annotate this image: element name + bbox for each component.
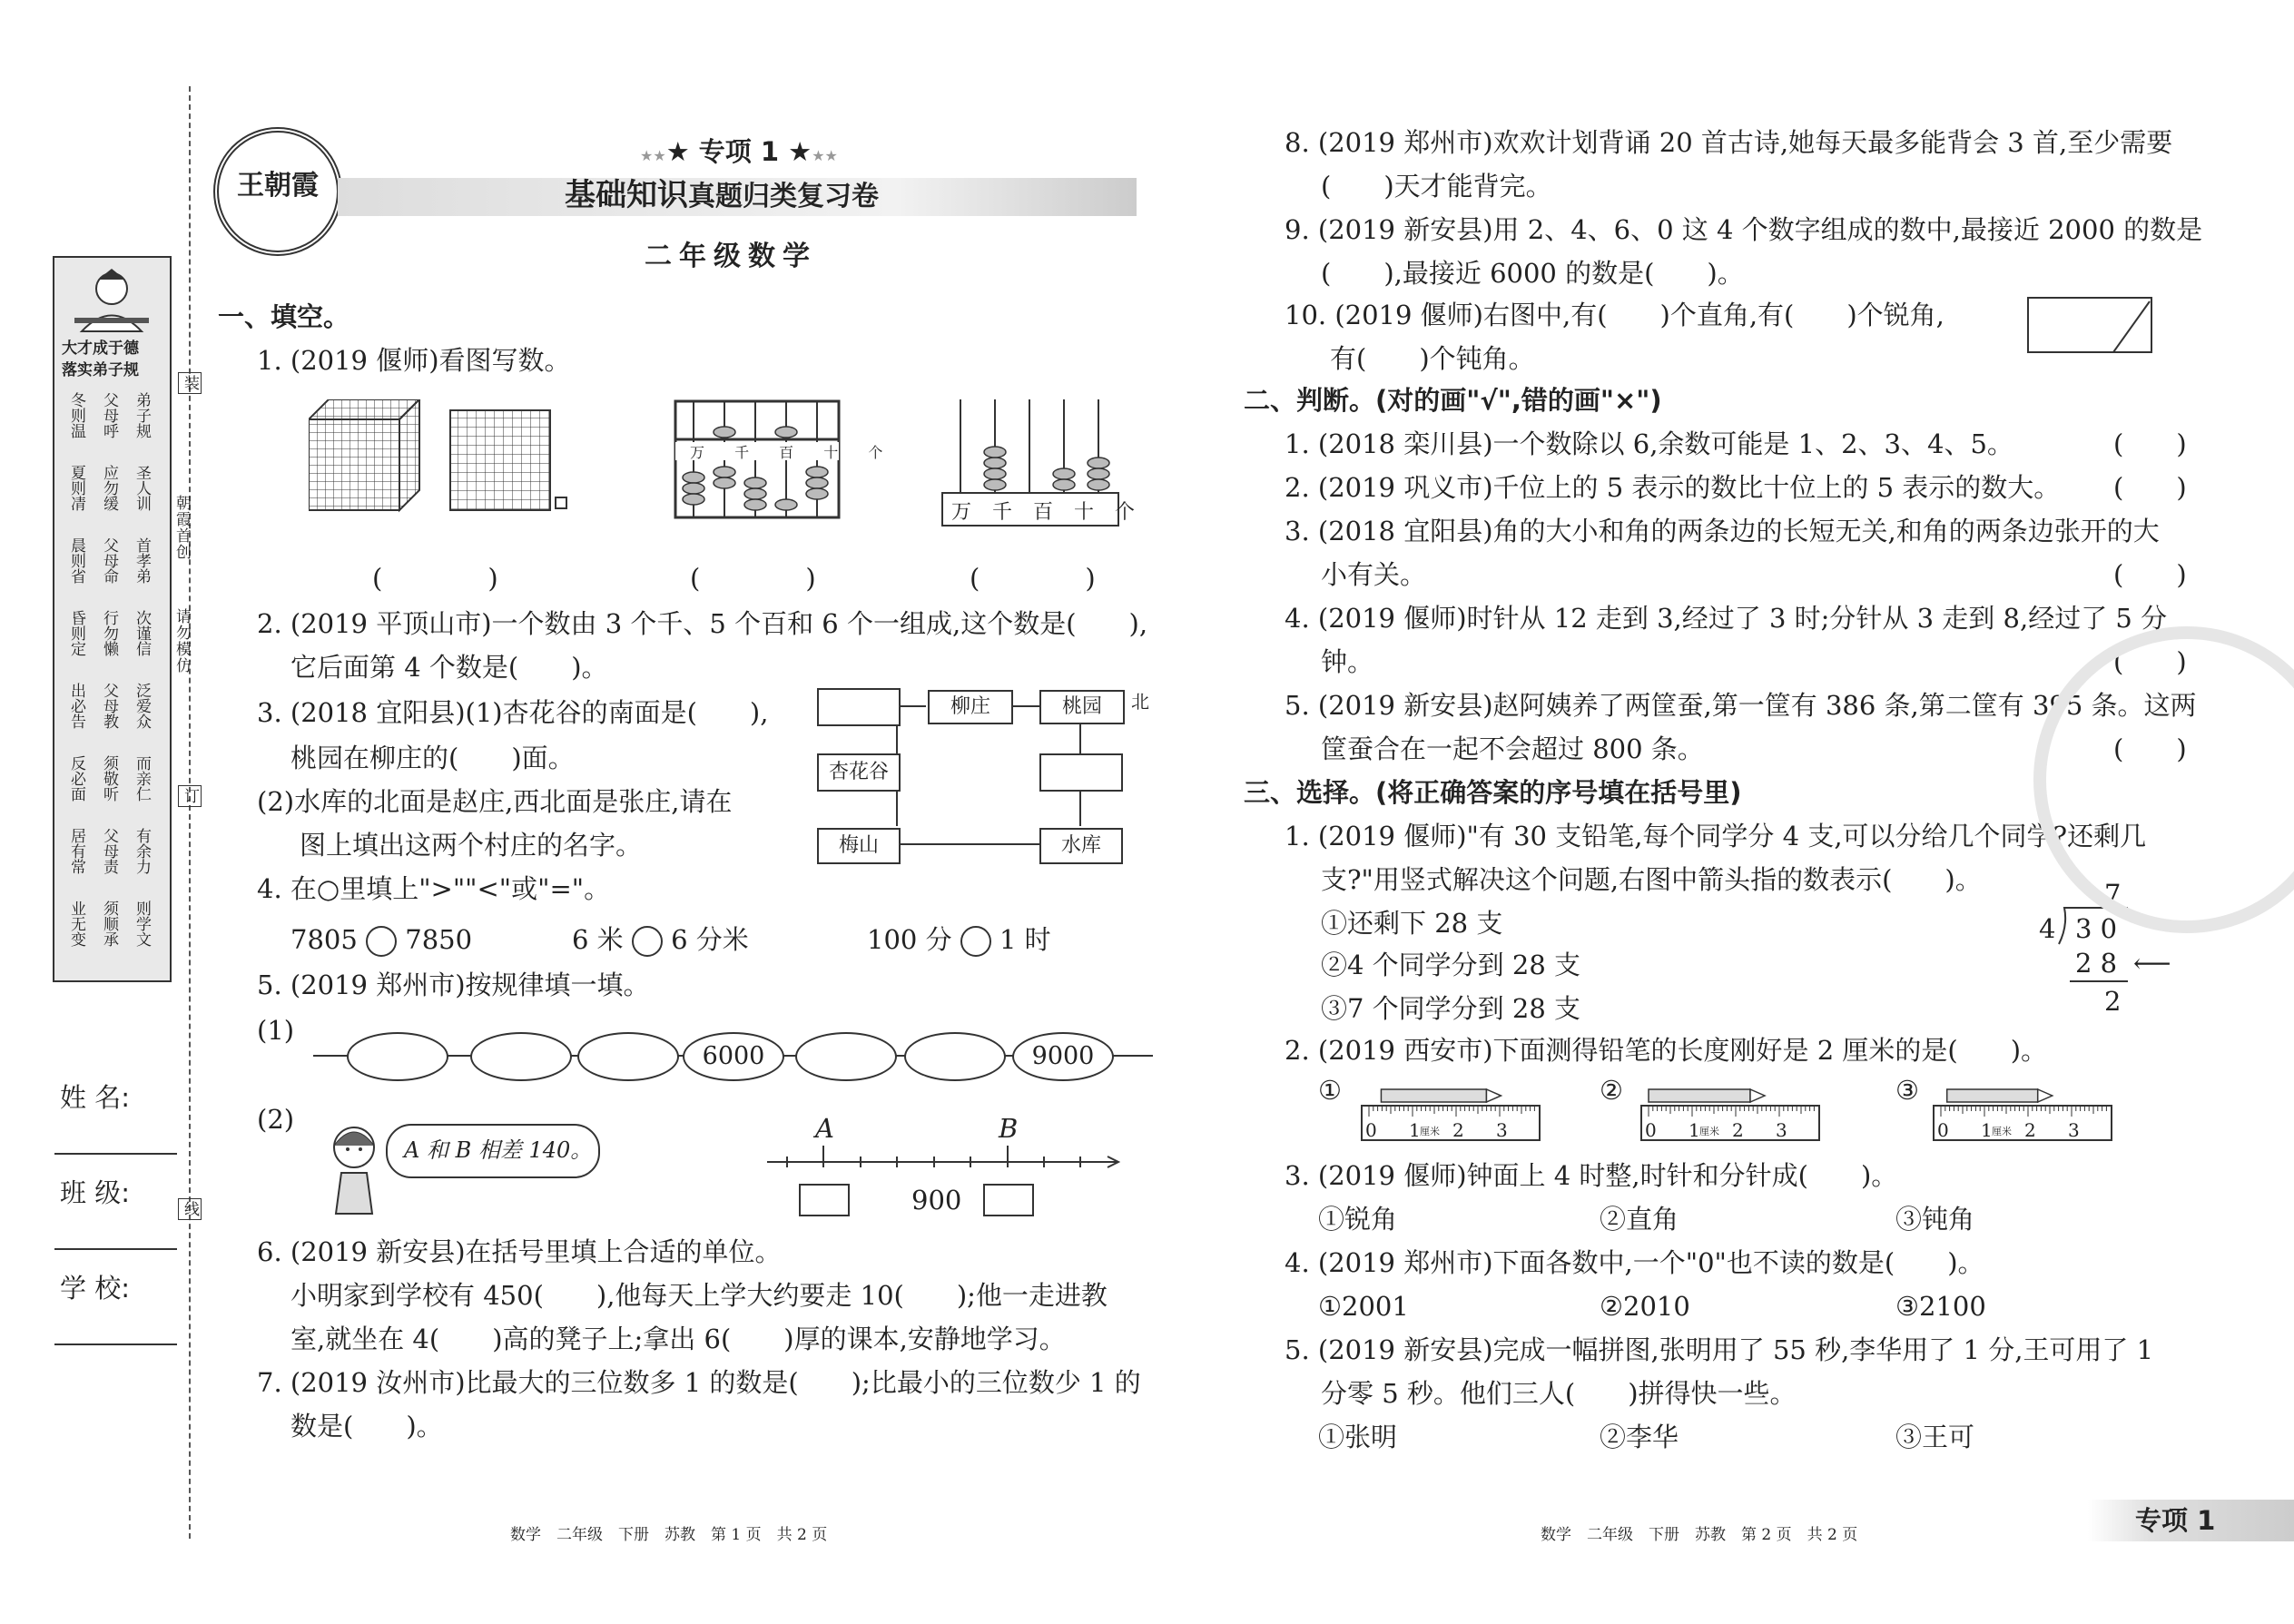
ruler-number: 1 bbox=[1689, 1119, 1700, 1141]
rule-text: 则学文 bbox=[133, 901, 151, 947]
compare-circle-3[interactable] bbox=[960, 926, 991, 957]
ruler-1 bbox=[1360, 1080, 1547, 1144]
judge-paren-5[interactable]: ( ) bbox=[2113, 733, 2187, 764]
q4-item-3 bbox=[867, 924, 1051, 957]
q3-line-4: 图上填出这两个村庄的名字。 bbox=[300, 830, 643, 861]
q5-oval-3[interactable] bbox=[577, 1032, 679, 1081]
q8-line-2: ( )天才能背完。 bbox=[1321, 171, 1552, 202]
rule-text: 泛爱众 bbox=[133, 683, 151, 729]
footer-right: 数学 二年级 下册 苏教 第 2 页 共 2 页 bbox=[1541, 1526, 1858, 1544]
brand-logo bbox=[213, 127, 342, 256]
pencil-body bbox=[1947, 1089, 2038, 1102]
c2-opt-1[interactable]: ① bbox=[1318, 1075, 1342, 1106]
div-product: 2 8 bbox=[2075, 948, 2118, 979]
q4-item-2 bbox=[572, 924, 749, 957]
q1-blank-1[interactable]: ( ) bbox=[372, 563, 498, 594]
judge-paren-4[interactable]: ( ) bbox=[2113, 646, 2187, 677]
series-label: ★★★ 专项 1 ★★★ bbox=[640, 136, 838, 167]
ruler-unit: 厘米 bbox=[1420, 1126, 1440, 1137]
note-2: 请勿模仿 bbox=[172, 608, 191, 674]
q5-oval-5[interactable] bbox=[795, 1032, 897, 1081]
title-rest: 真题归类复习卷 bbox=[688, 181, 879, 212]
c2-text: 2. (2019 西安市)下面测得铅笔的长度刚好是 2 厘米的是( )。 bbox=[1285, 1035, 2048, 1066]
rule-text: 晨则省 bbox=[67, 537, 85, 584]
compare-circle-2[interactable] bbox=[632, 926, 663, 957]
map-north: 北 bbox=[1131, 691, 1149, 713]
cut-mark-2: 订 bbox=[178, 785, 202, 807]
rule-text: 圣人训 bbox=[133, 465, 151, 511]
c5-opt-3[interactable]: ③王可 bbox=[1895, 1422, 1975, 1452]
judge-paren-2[interactable]: ( ) bbox=[2113, 472, 2187, 503]
ruler-number: 2 bbox=[1732, 1119, 1744, 1141]
number-line-box-a[interactable] bbox=[799, 1184, 850, 1216]
paper-subtitle: 二年级数学 bbox=[645, 241, 817, 272]
q4-text: 4. 在○里填上">""<"或"="。 bbox=[257, 873, 611, 904]
abacus1-labels: 万 千 百 十 个 bbox=[690, 444, 896, 461]
q5-part1: (1) bbox=[257, 1015, 295, 1046]
girl-icon bbox=[318, 1118, 390, 1218]
c4-opt-1[interactable]: ①2001 bbox=[1318, 1291, 1409, 1322]
speech-bubble bbox=[386, 1124, 600, 1178]
q5-oval-4: 6000 bbox=[683, 1032, 784, 1081]
c3-opt-3[interactable]: ③钝角 bbox=[1895, 1204, 1975, 1235]
pencil-tip bbox=[1750, 1089, 1765, 1102]
q7-line-1: 7. (2019 汝州市)比最大的三位数多 1 的数是( );比最小的三位数少 1 的 bbox=[257, 1367, 1141, 1398]
q3-line-2: 桃园在柳庄的( )面。 bbox=[290, 743, 575, 773]
rule-text: 而亲仁 bbox=[133, 755, 151, 802]
c4-opt-2[interactable]: ②2010 bbox=[1600, 1291, 1690, 1322]
judge-4b: 钟。 bbox=[1321, 646, 1374, 677]
c1-line-1: 1. (2019 偃师)"有 30 支铅笔,每个同学分 4 支,可以分给几个同学?还剩几 bbox=[1285, 821, 2147, 851]
ruler-number: 2 bbox=[2024, 1119, 2036, 1141]
q1-blank-2[interactable]: ( ) bbox=[690, 563, 816, 594]
div-dividend: 3 0 bbox=[2075, 913, 2118, 944]
rule-text: 夏则凊 bbox=[67, 465, 85, 511]
q10-figure bbox=[2026, 296, 2155, 356]
school-field[interactable] bbox=[54, 1343, 177, 1345]
c1-opt-3[interactable]: ③7 个同学分到 28 支 bbox=[1321, 993, 1581, 1024]
q5-oval-1[interactable] bbox=[347, 1032, 448, 1081]
c3-opt-2[interactable]: ②直角 bbox=[1600, 1204, 1679, 1235]
rule-text: 居有常 bbox=[67, 828, 85, 874]
number-line-box-b[interactable] bbox=[983, 1184, 1034, 1216]
abacus2-labels: 万 千 百 十 个 bbox=[951, 501, 1142, 524]
c5-opt-1[interactable]: ①张明 bbox=[1318, 1422, 1398, 1452]
class-label: 班 级: bbox=[60, 1177, 130, 1208]
ruler-number: 1 bbox=[1409, 1119, 1421, 1141]
brand-text: 王朝霞 bbox=[237, 170, 319, 202]
motto-line-1: 大才成于德 bbox=[62, 340, 139, 358]
map-box-zhangzhuang[interactable] bbox=[817, 688, 901, 726]
name-field[interactable] bbox=[54, 1153, 177, 1155]
rule-text: 昏则定 bbox=[67, 610, 85, 656]
ruler-3 bbox=[1932, 1080, 2119, 1144]
judge-5b: 筐蚕合在一起不会超过 800 条。 bbox=[1321, 733, 1704, 764]
thousand-cube bbox=[309, 399, 422, 513]
q7-line-2: 数是( )。 bbox=[290, 1411, 443, 1442]
q4-item-1 bbox=[290, 924, 472, 957]
title-bold: 基础知识 bbox=[565, 177, 688, 213]
name-label: 姓 名: bbox=[60, 1082, 130, 1113]
rule-text: 父母教 bbox=[100, 683, 118, 729]
number-line-900: 900 bbox=[911, 1185, 962, 1216]
q5-oval-2[interactable] bbox=[470, 1032, 572, 1081]
div-quotient: 7 bbox=[2104, 879, 2122, 910]
section2-title: 二、判断。(对的画"√",错的画"×") bbox=[1244, 385, 1662, 416]
map-box-zhaozhuang[interactable] bbox=[1039, 753, 1123, 792]
ruler-2 bbox=[1639, 1080, 1826, 1144]
rule-text: 应勿缓 bbox=[100, 465, 118, 511]
hundred-flat bbox=[448, 408, 571, 517]
q8-line-1: 8. (2019 郑州市)欢欢计划背诵 20 首古诗,她每天最多能背会 3 首,至少需要 bbox=[1285, 127, 2173, 158]
number-line bbox=[763, 1142, 1126, 1178]
rule-text: 次谨信 bbox=[133, 610, 151, 656]
q6-line-2: 小明家到学校有 450( ),他每天上学大约要走 10( );他一走进教 bbox=[290, 1280, 1108, 1311]
judge-2: 2. (2019 巩义市)千位上的 5 表示的数比十位上的 5 表示的数大。 bbox=[1285, 472, 2061, 503]
q1-text: 1. (2019 偃师)看图写数。 bbox=[257, 345, 571, 376]
q2-line-2: 它后面第 4 个数是( )。 bbox=[290, 652, 608, 683]
q9-line-2: ( ),最接近 6000 的数是( )。 bbox=[1321, 258, 1744, 289]
rule-text: 反必面 bbox=[67, 755, 85, 802]
c2-opt-2[interactable]: ② bbox=[1600, 1075, 1623, 1106]
pencil-tip bbox=[1486, 1089, 1501, 1102]
q5-part2: (2) bbox=[257, 1104, 295, 1135]
q4-1-a: 7805 bbox=[290, 924, 358, 955]
q3-line-1: 3. (2018 宜阳县)(1)杏花谷的南面是( ), bbox=[257, 697, 769, 728]
ruler-number: 1 bbox=[1981, 1119, 1993, 1141]
rule-text: 父母命 bbox=[100, 537, 118, 584]
q9-line-1: 9. (2019 新安县)用 2、4、6、0 这 4 个数字组成的数中,最接近 2000 的数是 bbox=[1285, 214, 2203, 245]
cut-mark-1: 装 bbox=[178, 372, 202, 394]
corner-label: 专项 1 bbox=[2135, 1505, 2216, 1536]
ruler-number: 0 bbox=[1365, 1119, 1377, 1141]
c1-line-2: 支?"用竖式解决这个问题,右图中箭头指的数表示( )。 bbox=[1321, 864, 1982, 895]
c3-text: 3. (2019 偃师)钟面上 4 时整,时针和分针成( )。 bbox=[1285, 1160, 1898, 1191]
pencil-body bbox=[1381, 1089, 1486, 1102]
judge-5a: 5. (2019 新安县)赵阿姨养了两筐蚕,第一筐有 386 条,第二筐有 395 条。这两 bbox=[1285, 690, 2197, 721]
judge-paren-3[interactable]: ( ) bbox=[2113, 559, 2187, 590]
map-box-shuiku: 水库 bbox=[1039, 828, 1123, 864]
q2-line-1: 2. (2019 平顶山市)一个数由 3 个千、5 个百和 6 个一组成,这个数是( ), bbox=[257, 608, 1148, 639]
q4-1-b: 7850 bbox=[405, 924, 473, 955]
c4-opt-3[interactable]: ③2100 bbox=[1895, 1291, 1986, 1322]
judge-3a: 3. (2018 宜阳县)角的大小和角的两条边的长短无关,和角的两条边张开的大 bbox=[1285, 516, 2160, 546]
rule-text: 冬则温 bbox=[67, 392, 85, 438]
c2-opt-3[interactable]: ③ bbox=[1895, 1075, 1919, 1106]
section3-title: 三、选择。(将正确答案的序号填在括号里) bbox=[1244, 777, 1742, 808]
rule-text: 出必告 bbox=[67, 683, 85, 729]
ruler-number: 0 bbox=[1645, 1119, 1657, 1141]
section1-title: 一、填空。 bbox=[218, 301, 350, 332]
motto-line-2: 落实弟子规 bbox=[62, 361, 139, 379]
pencil-tip bbox=[2038, 1089, 2053, 1102]
ruler-unit: 厘米 bbox=[1992, 1126, 2012, 1137]
rule-text: 须顺承 bbox=[100, 901, 118, 947]
rule-text: 有余力 bbox=[133, 828, 151, 874]
judge-4a: 4. (2019 偃师)时针从 12 走到 3,经过了 3 时;分针从 3 走到 8,经过了 5 分 bbox=[1285, 603, 2168, 634]
q10-line-2: 有( )个钝角。 bbox=[1330, 343, 1535, 374]
series-text: 专项 1 bbox=[698, 136, 780, 167]
c1-opt-1[interactable]: ①还剩下 28 支 bbox=[1321, 908, 1503, 939]
seal-watermark bbox=[2033, 626, 2294, 933]
q4-3-a: 100 分 bbox=[867, 924, 952, 955]
rule-grid bbox=[60, 392, 164, 973]
paper-title bbox=[565, 177, 879, 213]
q5-label-a: A bbox=[815, 1113, 834, 1144]
class-field[interactable] bbox=[54, 1248, 177, 1250]
map-box-xinghuagu: 杏花谷 bbox=[817, 753, 901, 792]
q5-text: 5. (2019 郑州市)按规律填一填。 bbox=[257, 969, 650, 1000]
compare-circle-1[interactable] bbox=[366, 926, 397, 957]
q3-line-3: (2)水库的北面是赵庄,西北面是张庄,请在 bbox=[257, 786, 733, 817]
judge-paren-1[interactable]: ( ) bbox=[2113, 428, 2187, 459]
judge-1: 1. (2018 栾川县)一个数除以 6,余数可能是 1、2、3、4、5。 bbox=[1285, 428, 2013, 459]
c5-line-1: 5. (2019 新安县)完成一幅拼图,张明用了 55 秒,李华用了 1 分,王可用了 1 bbox=[1285, 1334, 2154, 1365]
ruler-number: 3 bbox=[1496, 1119, 1508, 1141]
ruler-number: 3 bbox=[2068, 1119, 2080, 1141]
div-divisor: 4 bbox=[2039, 913, 2056, 944]
c5-line-2: 分零 5 秒。他们三人( )拼得快一些。 bbox=[1321, 1378, 1797, 1409]
q5-oval-6[interactable] bbox=[904, 1032, 1006, 1081]
rule-text: 业无变 bbox=[67, 901, 85, 947]
c5-opt-2[interactable]: ②李华 bbox=[1600, 1422, 1679, 1452]
speech-text: A 和 B 相差 140。 bbox=[404, 1137, 593, 1163]
scholar-icon bbox=[62, 263, 162, 336]
q4-3-b: 1 时 bbox=[999, 924, 1051, 955]
rule-text: 首孝弟 bbox=[133, 537, 151, 584]
rule-text: 父母责 bbox=[100, 828, 118, 874]
q6-line-3: 室,就坐在 4( )高的凳子上;拿出 6( )厚的课本,安静地学习。 bbox=[290, 1324, 1066, 1354]
div-arrow: ⟵ bbox=[2133, 948, 2171, 979]
q1-blank-3[interactable]: ( ) bbox=[970, 563, 1096, 594]
c4-text: 4. (2019 郑州市)下面各数中,一个"0"也不读的数是( )。 bbox=[1285, 1247, 1984, 1278]
q6-line-1: 6. (2019 新安县)在括号里填上合适的单位。 bbox=[257, 1236, 782, 1267]
rule-text: 父母呼 bbox=[100, 392, 118, 438]
ruler-number: 2 bbox=[1452, 1119, 1464, 1141]
ruler-number: 3 bbox=[1776, 1119, 1787, 1141]
ruler-number: 0 bbox=[1937, 1119, 1949, 1141]
q4-2-a: 6 米 bbox=[572, 924, 624, 955]
q10-line-1: 10. (2019 偃师)右图中,有( )个直角,有( )个锐角, bbox=[1285, 300, 1944, 330]
c3-opt-1[interactable]: ①锐角 bbox=[1318, 1204, 1398, 1235]
rule-text: 须敬听 bbox=[100, 755, 118, 802]
note-1: 朝霞首创 bbox=[172, 495, 191, 560]
q4-2-b: 6 分米 bbox=[671, 924, 749, 955]
div-rule bbox=[2070, 980, 2128, 982]
rule-text: 行勿懒 bbox=[100, 610, 118, 656]
cut-mark-3: 线 bbox=[178, 1198, 202, 1220]
footer-left: 数学 二年级 下册 苏教 第 1 页 共 2 页 bbox=[510, 1526, 828, 1544]
rule-text: 弟子规 bbox=[133, 392, 151, 438]
div-remainder: 2 bbox=[2104, 986, 2122, 1017]
map-box-meishan: 梅山 bbox=[817, 828, 901, 864]
map-box-liuzhuang: 柳庄 bbox=[928, 690, 1013, 724]
binding-line bbox=[189, 86, 191, 1539]
c1-opt-2[interactable]: ②4 个同学分到 28 支 bbox=[1321, 950, 1581, 980]
school-label: 学 校: bbox=[60, 1273, 130, 1304]
pencil-body bbox=[1649, 1089, 1750, 1102]
q5-label-b: B bbox=[999, 1113, 1019, 1144]
map-box-taoyuan: 桃园 bbox=[1039, 690, 1125, 724]
judge-3b: 小有关。 bbox=[1321, 559, 1427, 590]
ruler-unit: 厘米 bbox=[1699, 1126, 1719, 1137]
q5-oval-7: 9000 bbox=[1012, 1032, 1114, 1081]
